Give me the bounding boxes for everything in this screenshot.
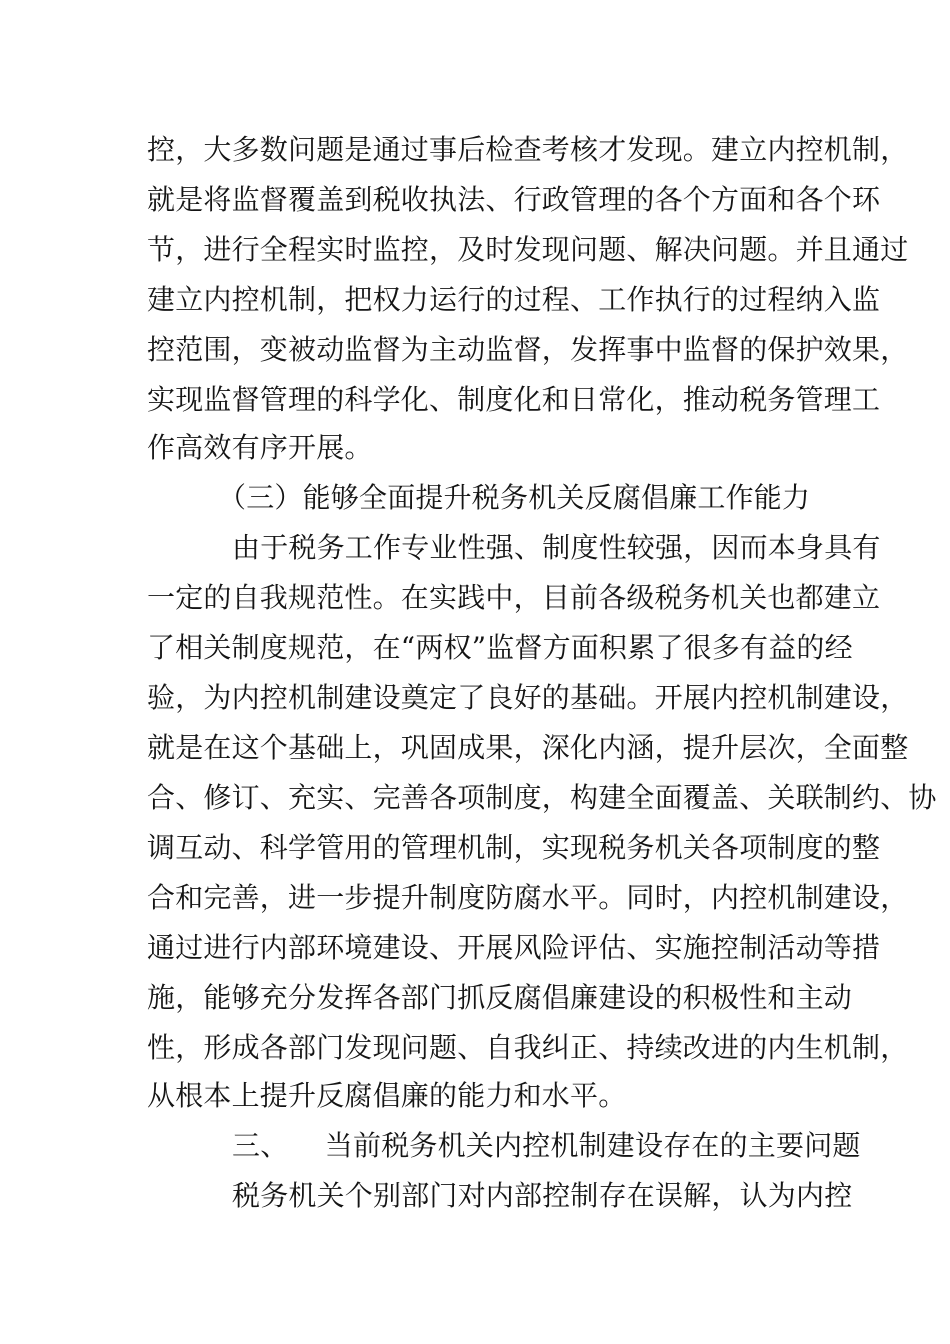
paragraph-line: 建立内控机制，把权力运行的过程、工作执行的过程纳入监 bbox=[147, 283, 881, 316]
paragraph-line: 施，能够充分发挥各部门抓反腐倡廉建设的积极性和主动 bbox=[147, 981, 853, 1014]
paragraph-line: 作高效有序开展。 bbox=[147, 431, 373, 464]
paragraph-line: 税务机关个别部门对内部控制存在误解，认为内控 bbox=[232, 1179, 853, 1212]
section-heading: 三、 当前税务机关内控机制建设存在的主要问题 bbox=[232, 1129, 861, 1162]
paragraph-line: 调互动、科学管用的管理机制，实现税务机关各项制度的整 bbox=[147, 831, 881, 864]
paragraph-line: 验，为内控机制建设奠定了良好的基础。开展内控机制建设， bbox=[147, 681, 909, 714]
paragraph-line: 就是将监督覆盖到税收执法、行政管理的各个方面和各个环 bbox=[147, 183, 881, 216]
paragraph-line: 性，形成各部门发现问题、自我纠正、持续改进的内生机制， bbox=[147, 1031, 909, 1064]
paragraph-line: 节，进行全程实时监控，及时发现问题、解决问题。并且通过 bbox=[147, 233, 909, 266]
paragraph-line: 控，大多数问题是通过事后检查考核才发现。建立内控机制， bbox=[147, 133, 909, 166]
paragraph-line: 通过进行内部环境建设、开展风险评估、实施控制活动等措 bbox=[147, 931, 881, 964]
paragraph-line: 由于税务工作专业性强、制度性较强，因而本身具有 bbox=[232, 531, 881, 564]
paragraph-line: 合、修订、充实、完善各项制度，构建全面覆盖、关联制约、协 bbox=[147, 781, 937, 814]
paragraph-line: 了相关制度规范，在“两权”监督方面积累了很多有益的经 bbox=[147, 631, 853, 664]
paragraph-line: 一定的自我规范性。在实践中，目前各级税务机关也都建立 bbox=[147, 581, 881, 614]
paragraph-line: 合和完善，进一步提升制度防腐水平。同时，内控机制建设， bbox=[147, 881, 909, 914]
paragraph-line: 实现监督管理的科学化、制度化和日常化，推动税务管理工 bbox=[147, 383, 881, 416]
paragraph-line: 就是在这个基础上，巩固成果，深化内涵，提升层次，全面整 bbox=[147, 731, 909, 764]
section-heading: （三）能够全面提升税务机关反腐倡廉工作能力 bbox=[218, 481, 811, 514]
paragraph-line: 从根本上提升反腐倡廉的能力和水平。 bbox=[147, 1079, 627, 1112]
paragraph-line: 控范围，变被动监督为主动监督，发挥事中监督的保护效果， bbox=[147, 333, 909, 366]
